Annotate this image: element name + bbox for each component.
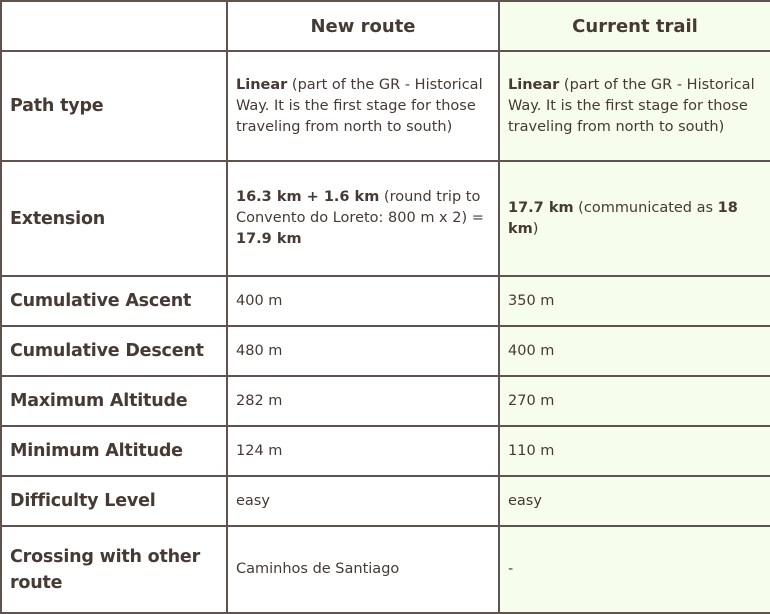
table-row-path-type [1, 51, 770, 161]
row-label: Extension [1, 161, 227, 276]
new-route-value [227, 51, 499, 161]
header-row [1, 1, 770, 51]
row-label: Cumulative Ascent [1, 276, 227, 326]
current-trail-value: 110 m [499, 426, 770, 476]
value-text: (part of the GR - Historical Way. It is the first stage for those traveling from north to south) [236, 76, 483, 135]
current-trail-value: easy [499, 476, 770, 526]
current-trail-value: 350 m [499, 276, 770, 326]
current-trail-value [499, 161, 770, 276]
table-row-cumulative-ascent [1, 276, 770, 326]
value-bold: 17.9 km [236, 231, 302, 247]
current-trail-value: 400 m [499, 326, 770, 376]
row-label: Crossing with other route [1, 526, 227, 613]
row-label: Path type [1, 51, 227, 161]
value-bold: Linear [236, 76, 288, 93]
value-bold: Linear [508, 76, 560, 93]
new-route-value: 282 m [227, 376, 499, 426]
table-row-extension [1, 161, 770, 276]
value-bold: 17.7 km [508, 199, 574, 216]
table-row-cumulative-descent [1, 326, 770, 376]
new-route-value: 480 m [227, 326, 499, 376]
new-route-value: 400 m [227, 276, 499, 326]
row-label: Difficulty Level [1, 476, 227, 526]
new-route-value: Caminhos de Santiago [227, 526, 499, 613]
row-label: Cumulative Descent [1, 326, 227, 376]
current-trail-value: - [499, 526, 770, 613]
table-row-crossing-route [1, 526, 770, 613]
row-label: Maximum Altitude [1, 376, 227, 426]
new-route-value [227, 161, 499, 276]
new-route-value: easy [227, 476, 499, 526]
table-row-minimum-altitude [1, 426, 770, 476]
row-label: Minimum Altitude [1, 426, 227, 476]
current-trail-value: 270 m [499, 376, 770, 426]
header-current-trail: Current trail [499, 1, 770, 51]
current-trail-value [499, 51, 770, 161]
header-empty [1, 1, 227, 51]
value-text: (part of the GR - Historical Way. It is the first stage for those traveling from north to south) [508, 76, 755, 135]
header-new-route: New route [227, 1, 499, 51]
new-route-value: 124 m [227, 426, 499, 476]
value-text: (communicated as [573, 199, 718, 216]
value-bold: 18 km [508, 199, 738, 237]
table-row-difficulty-level [1, 476, 770, 526]
value-text: ) [532, 220, 539, 237]
table-row-maximum-altitude [1, 376, 770, 426]
value-text: (round trip to Convento do Loreto: 800 m x 2) = [236, 189, 484, 226]
value-bold: 16.3 km + 1.6 km [236, 189, 380, 205]
